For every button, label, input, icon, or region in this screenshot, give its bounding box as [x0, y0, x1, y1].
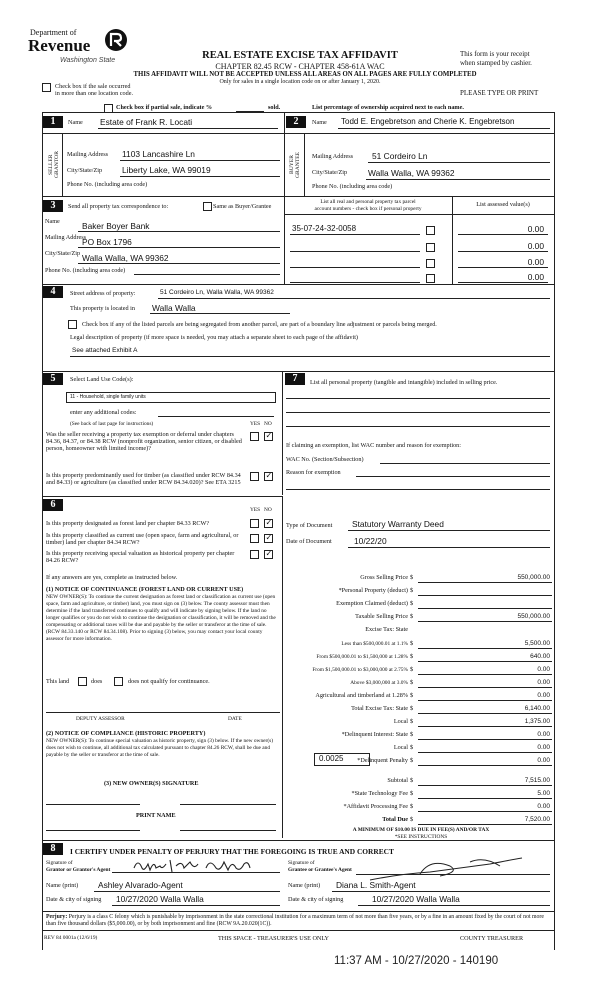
section12-sep	[42, 133, 554, 134]
assessed-value[interactable]: 0.00	[527, 224, 544, 234]
segregated-checkbox[interactable]	[68, 320, 77, 329]
assessed-value[interactable]: 0.00	[527, 241, 544, 251]
revenue-logo	[22, 20, 132, 70]
notice1-title: (1) NOTICE OF CONTINUANCE (FOREST LAND OR CURRENT USE)	[46, 586, 244, 593]
list-pct-label: List percentage of ownership acquired next to each name.	[312, 104, 464, 111]
section3-top	[42, 196, 554, 197]
land-does-label: does	[91, 678, 103, 685]
land-does-not-checkbox[interactable]	[114, 677, 123, 686]
calc-line	[418, 674, 552, 675]
calc-line	[418, 739, 552, 740]
land-does-checkbox[interactable]	[78, 677, 87, 686]
doc-date[interactable]: 10/22/20	[354, 536, 387, 546]
grantee-name-line	[332, 891, 550, 892]
buyer-city[interactable]: Walla Walla, WA 99362	[368, 168, 455, 178]
calc-value[interactable]: 7,515.00	[524, 776, 550, 784]
partial-sale-label: Check box if partial sale, indicate %	[116, 104, 213, 111]
s6-yes-header: YES	[250, 507, 261, 513]
located-in[interactable]: Walla Walla	[152, 303, 196, 313]
parcel-number[interactable]: 35-07-24-32-0058	[292, 224, 357, 233]
grantor-sig-label2: Grantor or Grantor's Agent	[46, 867, 111, 873]
grantor-name[interactable]: Ashley Alvarado-Agent	[98, 880, 183, 890]
s6-q3-no-checkbox[interactable]	[264, 550, 273, 559]
parcel-line	[290, 267, 420, 268]
section4-top	[42, 284, 554, 285]
parcel-header1: List all real and personal property tax parcel	[320, 199, 416, 205]
section6-top	[42, 496, 282, 497]
calc-value[interactable]: 5,500.00	[524, 639, 550, 647]
calc-line	[418, 595, 552, 596]
legal-line	[70, 356, 550, 357]
calc-value[interactable]: 0.00	[537, 691, 550, 699]
multi-location-checkbox[interactable]	[42, 83, 51, 92]
dollar-sign: $	[410, 639, 414, 647]
form-title: REAL ESTATE EXCISE TAX AFFIDAVIT	[202, 50, 398, 61]
print-name-line-2	[180, 830, 276, 831]
see-back-label: (See back of last page for instructions)	[70, 421, 154, 427]
pp-line-3	[286, 426, 550, 427]
local-rate-box[interactable]	[314, 753, 370, 766]
land-use-value: 11 - Household, single family units	[70, 394, 146, 400]
dollar-sign: $	[410, 705, 414, 712]
new-owner-sig-line-1	[46, 804, 140, 805]
s3-city-label: City/State/Zip	[45, 250, 81, 257]
located-label: This property is located in	[70, 305, 135, 312]
calc-label: From $1,500,000.01 to $3,000,000 at 2.75%	[312, 666, 408, 673]
dollar-sign: $	[410, 691, 414, 699]
same-as-buyer-label: Same as Buyer/Grantee	[213, 203, 272, 210]
s6-question-3: Is this property receiving special valuation as historical property per chapter 84.26 RCW?	[46, 550, 235, 564]
section-1-number: 1	[43, 116, 63, 128]
grantee-name[interactable]: Diana L. Smith-Agent	[336, 880, 416, 890]
calc-line	[418, 798, 552, 799]
s6-q2-no-checkbox[interactable]	[264, 534, 273, 543]
pp-line-1	[286, 398, 550, 399]
calc-label: Above $3,000,000 at 3.0%	[350, 679, 408, 686]
seller-city-label: City/State/Zip	[67, 167, 103, 174]
receipt-line2: when stamped by cashier.	[460, 59, 532, 67]
parcel-header2: account numbers - check box if personal property	[314, 206, 422, 212]
print-name-label: PRINT NAME	[136, 812, 176, 819]
s5-q1-yes-checkbox[interactable]	[250, 432, 259, 441]
seller-name-line	[98, 128, 278, 129]
calc-value[interactable]: 550,000.00	[517, 574, 550, 581]
street-line	[158, 298, 550, 299]
grantor-date-line	[112, 905, 280, 906]
dollar-sign: $	[410, 587, 414, 595]
calc-value[interactable]: 0.00	[537, 678, 550, 686]
calc-line	[418, 824, 552, 825]
calc-line	[418, 785, 552, 786]
s6-q2-yes-checkbox[interactable]	[250, 534, 259, 543]
street-address[interactable]: 51 Cordeiro Ln, Walla Walla, WA 99362	[160, 289, 274, 296]
assessed-line	[458, 267, 548, 268]
seller-name[interactable]: Estate of Frank R. Locati	[100, 117, 193, 127]
calc-label: Taxable Selling Price	[355, 613, 408, 621]
dollar-sign: $	[410, 665, 414, 673]
frame-left	[42, 112, 43, 950]
calc-line	[418, 687, 552, 688]
frame-right	[554, 112, 555, 950]
form-only-for: Only for sales in a single location code on or after January 1, 2020.	[219, 79, 381, 85]
calc-line	[418, 621, 552, 622]
s6-q3-yes-checkbox[interactable]	[250, 550, 259, 559]
personal-property-checkbox[interactable]	[426, 274, 435, 283]
doc-type-line	[348, 530, 550, 531]
assessed-value[interactable]: 0.00	[527, 257, 544, 267]
s6-q1-no-checkbox[interactable]	[264, 519, 273, 528]
perjury-text: Perjury is a class C felony which is punishable by imprisonment in the state correctional institution for a maximum term of not more than five years, or by a fine in an amount fixed by the court of not more than five thousand dollars ($5,000.00), or by both imprisonment and fine (RCW 9A.20.020(1C)).	[46, 914, 544, 927]
calc-label: *Delinquent Interest: State	[341, 731, 408, 739]
assessed-line	[458, 282, 548, 283]
calc-label: Exemption Claimed (deduct)	[336, 600, 408, 608]
see-instructions: *SEE INSTRUCTIONS	[394, 834, 448, 840]
deputy-assessor-label: DEPUTY ASSESSOR	[76, 716, 125, 722]
land-does-not-label: does not qualify for continuance.	[128, 678, 210, 685]
section3-divider	[284, 196, 285, 284]
s3-mail-line	[78, 247, 280, 248]
calc-label: *Affidavit Processing Fee	[343, 802, 408, 810]
dollar-sign: $	[410, 776, 414, 784]
seller-city[interactable]: Liberty Lake, WA 99019	[122, 165, 211, 175]
if-any-yes-label: If any answers are yes, complete as instructed below.	[46, 574, 178, 581]
buyer-name-line	[338, 128, 550, 129]
same-as-buyer-checkbox[interactable]	[203, 202, 212, 211]
calc-line	[418, 726, 552, 727]
buyer-name-label: Name	[312, 119, 327, 126]
s3-name[interactable]: Baker Boyer Bank	[82, 221, 150, 231]
grantee-sig-line	[356, 874, 550, 875]
form-chapter: CHAPTER 82.45 RCW - CHAPTER 458-61A WAC	[215, 62, 385, 71]
additional-codes-label: enter any additional codes:	[70, 409, 137, 416]
grantor-sig-line	[112, 872, 280, 873]
calc-value[interactable]: 640.00	[530, 652, 550, 660]
additional-codes-line	[158, 416, 274, 417]
s5-question-2: Is this property predominantly used for timber (as classified under RCW 84.34 and 84.33) or agriculture (as classified under RCW 84.34.020)? See ETA 3215	[46, 472, 241, 486]
s3-city[interactable]: Walla Walla, WA 99362	[82, 253, 169, 263]
pp-line-2	[286, 412, 550, 413]
dollar-sign: $	[410, 757, 414, 765]
calc-value[interactable]: 0.00	[537, 744, 550, 752]
grantee-name-label: Name (print)	[288, 882, 321, 889]
grantee-date-label: Date & city of signing	[288, 896, 344, 903]
s6-no-header: NO	[264, 507, 272, 513]
calc-line	[418, 648, 552, 649]
perjury-label: Perjury:	[46, 914, 68, 920]
parcel-line	[290, 251, 420, 252]
section8-top	[42, 840, 554, 841]
personal-property-label: List all personal property (tangible and intangible) included in selling price.	[310, 379, 498, 386]
doc-type-label: Type of Document	[286, 522, 333, 529]
notice1-body: NEW OWNER(S): To continue the current designation as forest land or classification as current use (open space, farm and agriculture, or timber) land, you must sign on (3) below. The county assessor must then determine if the land transferred continues to qualify and will indicate by signing below. If the land no longer qualifies or you do not wish to continue the designation or classification, it will be removed and the compensating or additional taxes will be due and payable by the seller or transferor at the time of sale. (RCW 84.33.140 or RCW 84.34.108). Prior to signing (3) below, you may contact your local county assessor for more information.	[46, 594, 276, 642]
personal-property-checkbox[interactable]	[426, 259, 435, 268]
reason-line-2	[286, 489, 550, 490]
buyer-city-label: City/State/Zip	[312, 169, 348, 176]
parcel-line	[290, 234, 420, 235]
section57-divider	[282, 371, 283, 495]
land-use-select[interactable]	[66, 392, 276, 403]
reason-line	[356, 476, 550, 477]
s6-q1-yes-checkbox[interactable]	[250, 519, 259, 528]
calc-line	[418, 752, 552, 753]
print-name-line-1	[46, 830, 140, 831]
section-6-number: 6	[43, 499, 63, 511]
assessed-divider	[452, 196, 453, 284]
reason-label: Reason for exemption	[286, 469, 341, 476]
section-7-number: 7	[285, 373, 305, 385]
dollar-sign: $	[410, 600, 414, 608]
calc-value[interactable]: 0.00	[537, 665, 550, 673]
calc-label: Subtotal	[387, 776, 408, 784]
calc-label: From $500,000.01 to $1,500,000 at 1.28%	[316, 653, 408, 660]
grantee-sig-label1: Signature of	[288, 860, 315, 866]
assessed-line	[458, 251, 548, 252]
street-label: Street address of property:	[70, 290, 136, 297]
section5-top	[42, 371, 554, 372]
logo-dept: Department of	[30, 28, 77, 37]
minimum-due: A MINIMUM OF $10.00 IS DUE IN FEE(S) AND/OR TAX	[352, 827, 490, 833]
grantor-name-label: Name (print)	[46, 882, 79, 889]
buyer-name[interactable]: Todd E. Engebretson and Cherie K. Engebretson	[341, 117, 515, 126]
dollar-sign: $	[410, 574, 414, 581]
buyer-phone-label: Phone No. (including area code)	[312, 183, 393, 190]
section12-divider	[284, 112, 285, 196]
calc-label: Less than $500,000.01 at 1.1%	[341, 640, 408, 647]
deputy-line	[46, 712, 280, 713]
calc-line	[418, 700, 552, 701]
seller-city-line	[120, 176, 280, 177]
seller-mail-label: Mailing Address	[67, 151, 109, 158]
new-owner-sig-line-2	[180, 804, 276, 805]
calc-label: Total Excise Tax: State	[351, 705, 408, 712]
form-warning: THIS AFFIDAVIT WILL NOT BE ACCEPTED UNLESS ALL AREAS ON ALL PAGES ARE FULLY COMPLETED	[133, 71, 477, 78]
this-land-label: This land	[46, 678, 70, 685]
logo-revenue: Revenue	[28, 36, 91, 55]
calc-label: Total Due	[382, 815, 408, 823]
grantor-date-label: Date & city of signing	[46, 896, 102, 903]
s6-question-2: Is this property classified as current use (open space, farm and agricultural, or timber) land per chapter 84.34 RCW?	[46, 532, 239, 546]
section-2-number: 2	[286, 116, 306, 128]
seller-phone-label: Phone No. (including area code)	[67, 181, 148, 188]
calc-value[interactable]: 550,000.00	[517, 613, 550, 621]
assessed-header: List assessed value(s)	[476, 201, 530, 208]
legal-description[interactable]: See attached Exhibit A	[72, 347, 138, 354]
s3-mail-label: Mailing Address	[45, 234, 87, 241]
wac-line	[380, 463, 550, 464]
assessed-line	[458, 234, 548, 235]
recording-stamp: 11:37 AM - 10/27/2020 - 140190	[334, 955, 499, 967]
s3-name-label: Name	[45, 218, 60, 225]
notice2-title: (2) NOTICE OF COMPLIANCE (HISTORIC PROPERTY)	[46, 730, 206, 737]
calc-label: Agricultural and timberland at 1.28%	[315, 691, 408, 699]
grantee-sig-label2: Grantee or Grantee's Agent	[288, 867, 352, 873]
buyer-mail-line	[368, 162, 550, 163]
doc-date-line	[348, 547, 550, 548]
doc-type[interactable]: Statutory Warranty Deed	[352, 519, 444, 529]
perjury-top	[42, 911, 554, 912]
buyer-mail[interactable]: 51 Cordeiro Ln	[372, 151, 428, 161]
grantor-name-line	[94, 891, 280, 892]
grantee-date[interactable]: 10/27/2020 Walla Walla	[372, 894, 460, 904]
dollar-sign: $	[410, 613, 414, 621]
dollar-sign: $	[410, 678, 414, 686]
s5-q1-no-checkbox[interactable]	[264, 432, 273, 441]
certify-statement: I CERTIFY UNDER PENALTY OF PERJURY THAT THE FOREGOING IS TRUE AND CORRECT	[70, 847, 394, 856]
calc-label: Local	[393, 718, 408, 726]
seller-name-label: Name	[68, 119, 83, 126]
calc-value[interactable]: 1,375.00	[524, 718, 550, 726]
buyer-city-line	[366, 179, 550, 180]
s3-phone-line	[134, 274, 280, 275]
located-line	[150, 313, 290, 314]
dollar-sign: $	[410, 731, 414, 739]
please-type: PLEASE TYPE OR PRINT	[460, 89, 539, 97]
calc-value[interactable]: 0.00	[537, 731, 550, 739]
calc-value[interactable]: 6,140.00	[524, 705, 550, 712]
calc-label: Excise Tax: State	[365, 626, 408, 634]
section-4-number: 4	[43, 286, 63, 298]
s5-question-1: Was the seller receiving a property tax exemption or deferral under chapters 84.36, 84.37, or 84.38 RCW (nonprofit organization, senior citizen, or disabled person, homeowner with limited income)?	[46, 431, 242, 452]
multi-location-label1: Check box if the sale occurred	[55, 83, 131, 90]
calc-value[interactable]: 0.00	[537, 757, 550, 765]
personal-property-checkbox[interactable]	[426, 243, 435, 252]
partial-sold: sold.	[268, 104, 281, 111]
parcel-line	[290, 282, 420, 283]
s5-no-header: NO	[264, 421, 272, 427]
send-correspondence-label: Send all property tax correspondence to:	[68, 203, 169, 210]
section6-right-divider	[282, 496, 283, 838]
doc-date-label: Date of Document	[286, 538, 332, 545]
dollar-sign: $	[410, 802, 414, 810]
parcel-header-line	[284, 214, 554, 215]
treasurer-space: THIS SPACE - TREASURER'S USE ONLY	[218, 935, 330, 942]
calc-label: *State Technology Fee	[351, 789, 408, 797]
buyer-mail-label: Mailing Address	[312, 153, 354, 160]
calc-label: *Delinquent Penalty	[357, 757, 408, 765]
calc-label: *Personal Property (deduct)	[338, 587, 408, 595]
grantor-sig-label1: Signature of	[46, 860, 73, 866]
dollar-sign: $	[410, 744, 414, 752]
grantor-signature-image	[130, 856, 270, 876]
section-5-number: 5	[43, 373, 63, 385]
dollar-sign: $	[410, 652, 414, 660]
personal-property-checkbox[interactable]	[426, 226, 435, 235]
dollar-sign: $	[410, 789, 414, 797]
frame-bottom	[42, 930, 554, 931]
s3-phone-label: Phone No. (including area code)	[45, 267, 126, 274]
revenue-r-icon	[104, 28, 128, 52]
calc-value[interactable]: 5.00	[537, 789, 550, 797]
perjury-notice	[46, 914, 550, 928]
calc-value[interactable]: 0.00	[537, 802, 550, 810]
county-treasurer: COUNTY TREASURER	[460, 935, 524, 942]
seller-mail[interactable]: 1103 Lancashire Ln	[122, 149, 195, 159]
notice2-body: NEW OWNER(S): To continue special valuation as historic property, sign (3) below. If the new owner(s) does not wish to continue, all additional tax calculated pursuant to chapter 84.26 RCW, shall be due and payable by the seller or transferor at the time of sale.	[46, 738, 274, 758]
s3-city-line	[78, 263, 280, 264]
s6-question-1: Is this property designated as forest land per chapter 84.33 RCW?	[46, 520, 210, 527]
calc-label: Gross Selling Price	[360, 574, 408, 581]
section-8-number: 8	[43, 843, 63, 855]
assessed-value[interactable]: 0.00	[527, 272, 544, 282]
segregated-label: Check box if any of the listed parcels are being segregated from another parcel, are part of a boundary line adjustment or parcels being merged.	[82, 321, 437, 328]
exemption-claim-label: If claiming an exemption, list WAC number and reason for exemption:	[286, 442, 461, 449]
new-owner-signature-label: (3) NEW OWNER(S) SIGNATURE	[104, 780, 199, 787]
buyer-grantee-sidelabel: BUYER GRANTEE	[289, 151, 301, 179]
calc-line	[418, 811, 552, 812]
legal-desc-label: Legal description of property (if more space is needed, you may attach a separate sheet to each page of the affidavit)	[70, 334, 358, 341]
calc-line	[418, 765, 552, 766]
seller-side-line	[62, 133, 63, 196]
local-rate: 0.0025	[319, 754, 344, 763]
calc-value[interactable]: 7,520.00	[524, 815, 550, 823]
grantor-date[interactable]: 10/27/2020 Walla Walla	[116, 894, 204, 904]
wac-label: WAC No. (Section/Subsection)	[286, 456, 364, 463]
frame-top	[42, 112, 554, 113]
grantee-date-line	[358, 905, 550, 906]
s5-q2-no-checkbox[interactable]	[264, 472, 273, 481]
s3-mail[interactable]: PO Box 1796	[82, 237, 132, 247]
land-use-label: Select Land Use Code(s):	[70, 376, 134, 383]
buyer-side-line	[304, 133, 305, 196]
seller-mail-line	[120, 160, 280, 161]
form-revision: REV 84 0001a (12/6/19)	[44, 935, 98, 941]
receipt-line1: This form is your receipt	[460, 50, 530, 58]
s5-yes-header: YES	[250, 421, 261, 427]
calc-line	[418, 661, 552, 662]
dollar-sign: $	[410, 815, 414, 823]
calc-line	[418, 582, 552, 583]
calc-line	[418, 608, 552, 609]
s3-name-line	[78, 231, 280, 232]
calc-line	[418, 713, 552, 714]
s5-q2-yes-checkbox[interactable]	[250, 472, 259, 481]
section-3-number: 3	[43, 200, 63, 212]
multi-location-label2: in more than one location code.	[55, 90, 134, 97]
logo-state: Washington State	[60, 57, 116, 64]
calc-label: Local	[393, 744, 408, 752]
deputy-date-label: DATE	[228, 716, 242, 722]
dollar-sign: $	[410, 718, 414, 726]
seller-grantor-sidelabel: SELLER GRANTOR	[48, 151, 60, 179]
